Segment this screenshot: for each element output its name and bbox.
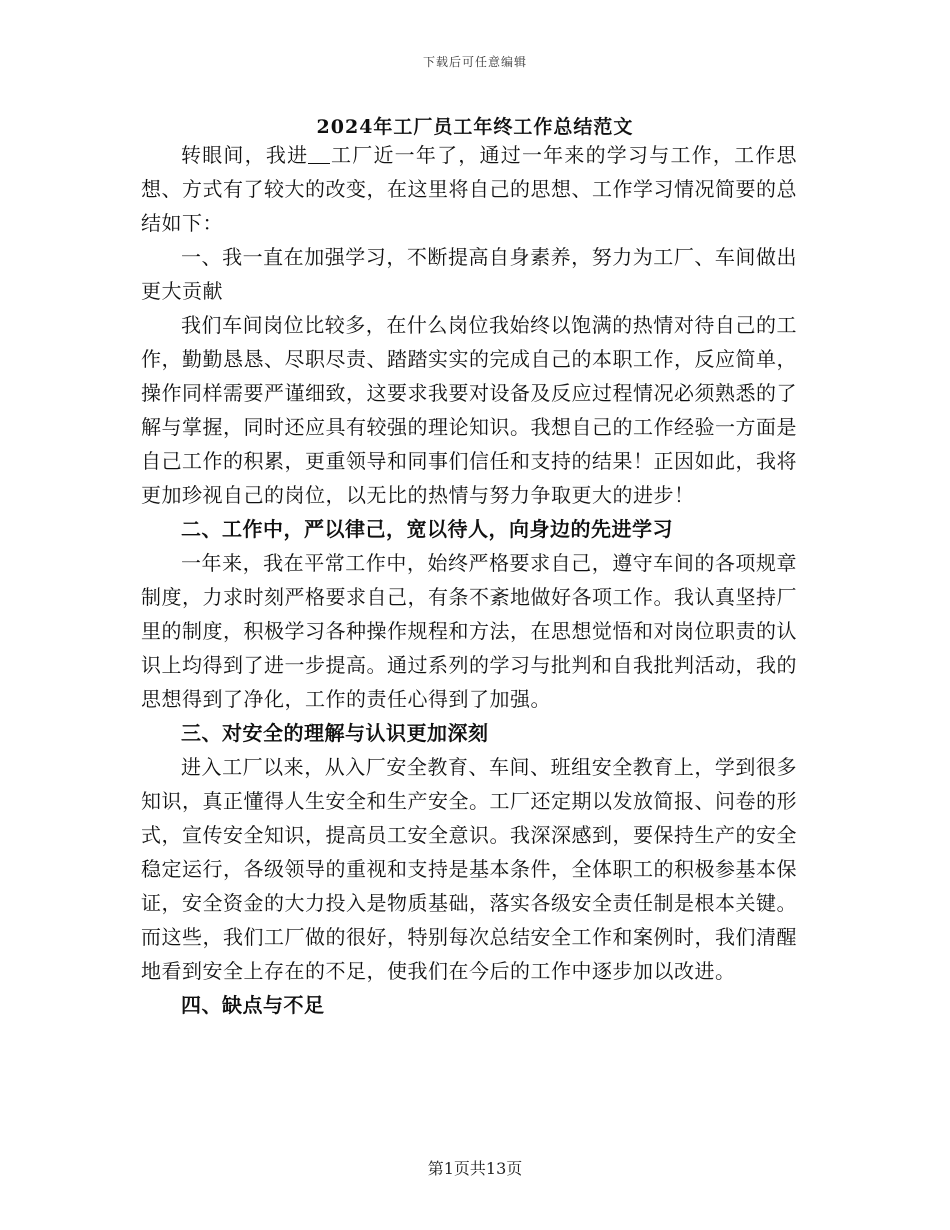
body-paragraph-2: 一年来，我在平常工作中，始终严格要求自己，遵守车间的各项规章制度，力求时刻严格要求自己，有条不紊地做好各项工作。我认真坚持厂里的制度，积极学习各种操作规程和方法，在思想觉悟和对岗位职责的认识上均得到了进一步提高。通过系列的学习与批判和自我批判活动，我的思想得到了净化，工作的责任心得到了加强。 — [141, 551, 797, 711]
intro-text-end: 工厂近一年了，通过一年来的学习与工作，工作思想、方式有了较大的改变，在这里将自己的思想、工作学习情况简要的总结如下： — [141, 143, 798, 235]
section-heading-3: 三、对安全的理解与认识更加深刻 — [181, 721, 489, 745]
page-footer: 第1页共13页 — [427, 1159, 523, 1178]
section-heading-4: 四、缺点与不足 — [181, 993, 325, 1017]
fill-in-blank — [308, 145, 330, 164]
header-note: 下载后可任意编辑 — [422, 55, 527, 69]
intro-paragraph — [141, 138, 797, 240]
body-paragraph-3: 进入工厂以来，从入厂安全教育、车间、班组安全教育上，学到很多知识，真正懂得人生安全和生产安全。工厂还定期以发放简报、问卷的形式，宣传安全知识，提高员工安全意识。我深深感到，要保持生产的安全稳定运行，各级领导的重视和支持是基本条件，全体职工的积极参基本保证，安全资金的大力投入是物质基础，落实各级安全责任制是根本关键。而这些，我们工厂做的很好，特别每次总结安全工作和案例时，我们清醒地看到安全上存在的不足，使我们在今后的工作中逐步加以改进。 — [141, 755, 797, 983]
section-heading-1: 一、我一直在加强学习，不断提高自身素养，努力为工厂、车间做出更大贡献 — [141, 245, 797, 303]
body-paragraph-1: 我们车间岗位比较多，在什么岗位我始终以饱满的热情对待自己的工作，勤勤恳恳、尽职尽责、踏踏实实的完成自己的本职工作，反应简单，操作同样需要严谨细致，这要求我要对设备及反应过程情况必须熟悉的了解与掌握，同时还应具有较强的理论知识。我想自己的工作经验一方面是自己工作的积累，更重领导和同事们信任和支持的结果！正因如此，我将更加珍视自己的岗位，以无比的热情与努力争取更大的进步！ — [141, 313, 797, 507]
section-heading-2: 二、工作中，严以律己，宽以待人，向身边的先进学习 — [181, 517, 673, 541]
document-title: 2024年工厂员工年终工作总结范文 — [316, 116, 634, 138]
document-body — [141, 138, 797, 1022]
intro-text-start: 转眼间，我进 — [181, 143, 309, 167]
